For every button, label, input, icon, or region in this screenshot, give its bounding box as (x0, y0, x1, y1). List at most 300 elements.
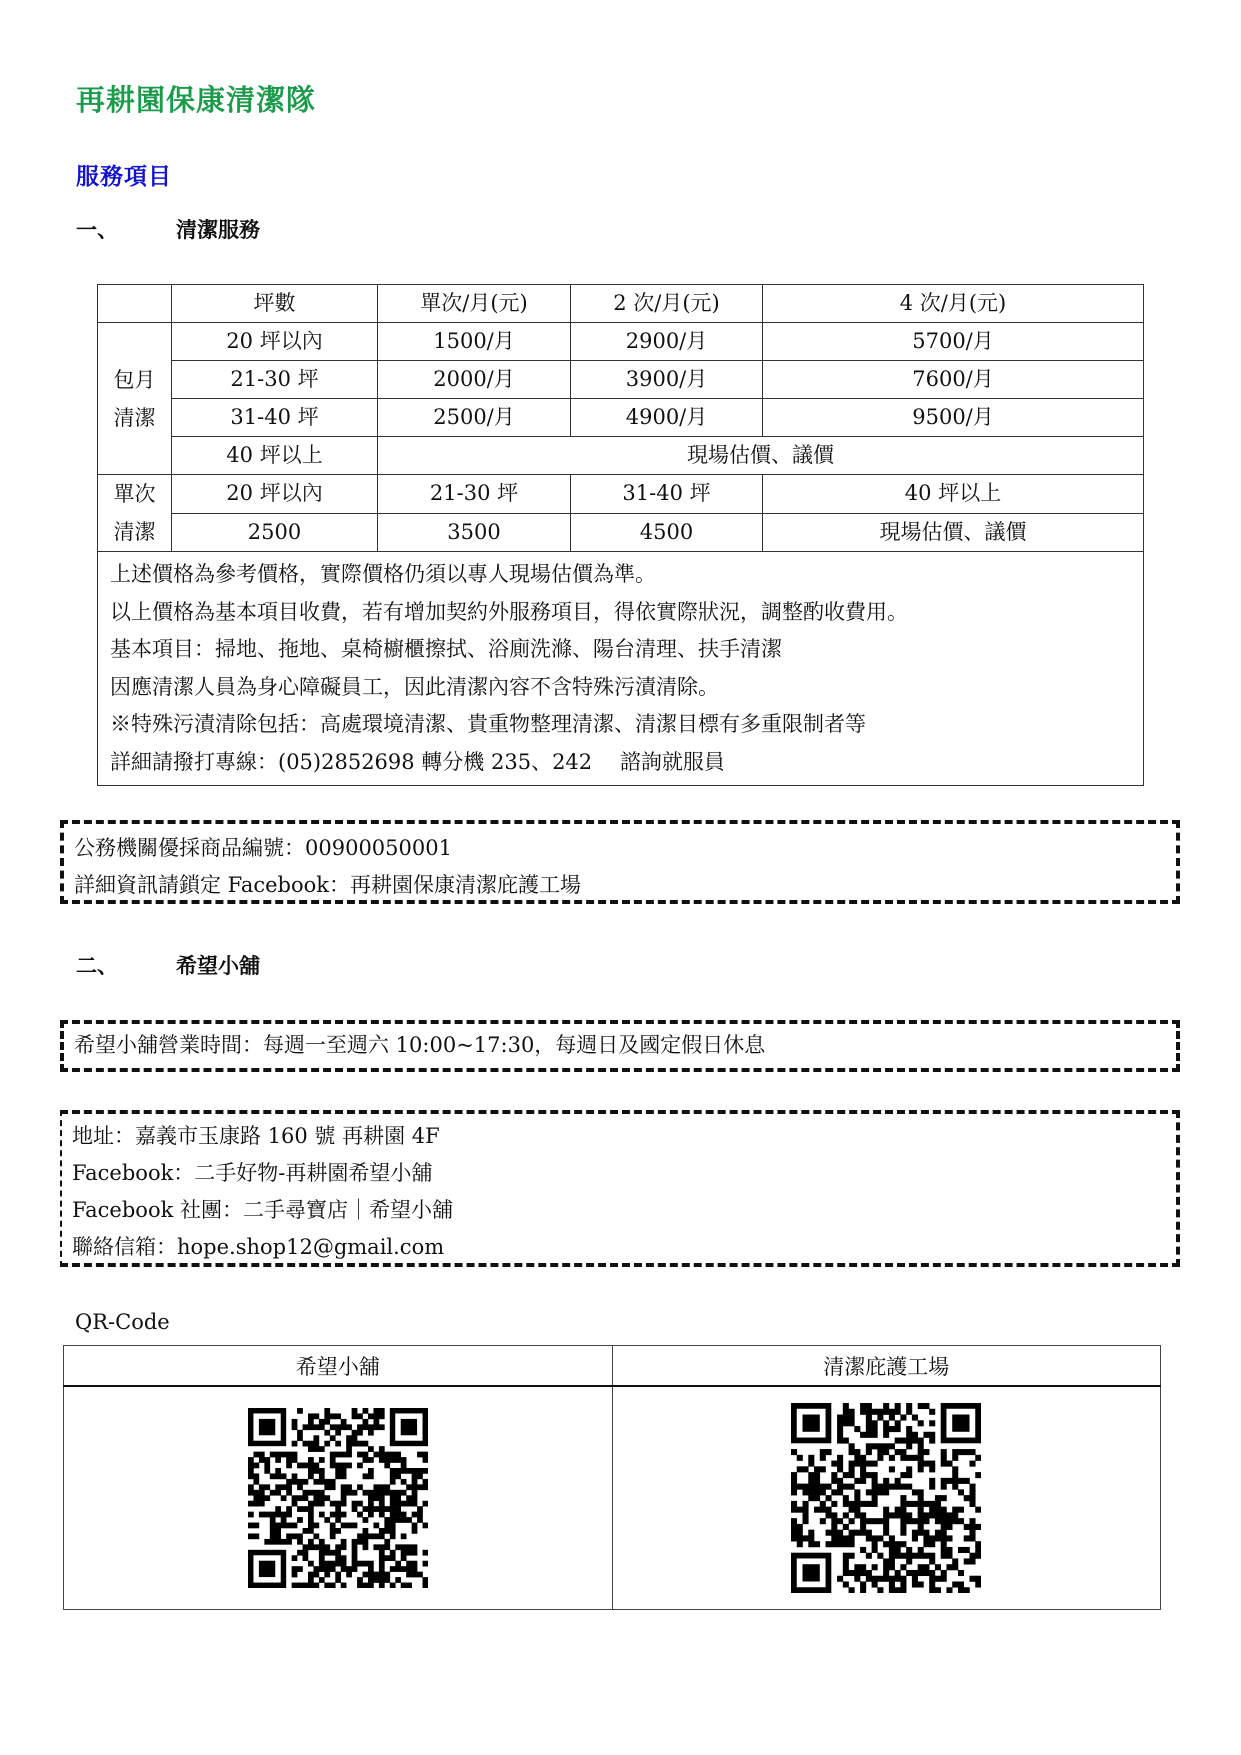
qr-module (906, 1472, 912, 1478)
qr-module (832, 1524, 838, 1530)
qr-module (335, 1452, 341, 1458)
qr-module (384, 1523, 390, 1529)
qr-module (883, 1564, 889, 1570)
qr-module (362, 1528, 368, 1534)
qr-module (379, 1512, 385, 1518)
qr-module (313, 1435, 319, 1441)
qr-module (330, 1501, 336, 1507)
qr-module (330, 1452, 336, 1458)
qr-module (346, 1566, 352, 1572)
table-row (98, 475, 1144, 514)
qr-module (883, 1524, 889, 1530)
qr-module (935, 1587, 941, 1593)
qr-module (878, 1535, 884, 1541)
qr-module (860, 1530, 866, 1536)
qr-module (855, 1455, 861, 1461)
qr-module (330, 1583, 336, 1588)
qr-module (889, 1512, 895, 1518)
qr-module (357, 1424, 363, 1430)
qr-module (878, 1409, 884, 1415)
qr-module (855, 1478, 861, 1484)
qr-module (878, 1576, 884, 1582)
qr-module (395, 1577, 401, 1583)
qr-module (970, 1461, 976, 1467)
qr-module (918, 1524, 924, 1530)
qr-module (411, 1490, 417, 1496)
label-line: 包月 (113, 367, 156, 392)
qr-module (929, 1541, 935, 1547)
qr-module (929, 1570, 935, 1576)
qr-module (411, 1544, 417, 1550)
qr-module (259, 1452, 265, 1458)
qr-module (248, 1490, 254, 1496)
qr-module (837, 1432, 843, 1438)
qr-module (346, 1463, 352, 1469)
qr-module (860, 1518, 866, 1524)
qr-module (324, 1441, 330, 1447)
qr-module (883, 1449, 889, 1455)
qr-module (941, 1530, 947, 1536)
qr-module (906, 1553, 912, 1559)
qr-module (373, 1452, 379, 1458)
qr-module (319, 1512, 325, 1518)
qr-module (308, 1517, 314, 1523)
qr-module (809, 1489, 815, 1495)
qr-module (935, 1495, 941, 1501)
qr-module (411, 1512, 417, 1518)
qr-module (406, 1583, 412, 1588)
qr-module (379, 1408, 385, 1414)
qr-module (330, 1523, 336, 1529)
qr-module (906, 1438, 912, 1444)
qr-module (357, 1512, 363, 1518)
qr-module (883, 1420, 889, 1426)
qr-module (400, 1512, 406, 1518)
qr-module (395, 1512, 401, 1518)
qr-module (832, 1535, 838, 1541)
qr-module (411, 1495, 417, 1501)
qr-module (248, 1523, 254, 1529)
qr-module (340, 1566, 346, 1572)
qr-module (975, 1541, 981, 1547)
qr-module (883, 1489, 889, 1495)
qr-module (918, 1547, 924, 1553)
qr-module (390, 1490, 396, 1496)
column-header: 4 次/月(元) (763, 285, 1144, 323)
qr-module (340, 1419, 346, 1425)
qr-module (918, 1443, 924, 1449)
qr-module (901, 1438, 907, 1444)
qr-module (362, 1419, 368, 1425)
qr-module (849, 1553, 855, 1559)
qr-module (319, 1555, 325, 1561)
qr-module (351, 1501, 357, 1507)
qr-module (291, 1479, 297, 1485)
qr-module (958, 1547, 964, 1553)
qr-module (319, 1468, 325, 1474)
table-row (98, 513, 1144, 552)
qr-module (324, 1572, 330, 1578)
qr-module (248, 1463, 254, 1469)
qr-module (809, 1495, 815, 1501)
qr-module (264, 1468, 270, 1474)
qr-module (803, 1466, 809, 1472)
qr-module (335, 1550, 341, 1556)
qr-module (264, 1457, 270, 1463)
qr-module (878, 1489, 884, 1495)
qr-module (319, 1473, 325, 1479)
qr-module (912, 1570, 918, 1576)
qr-module (843, 1495, 849, 1501)
qr-module (379, 1533, 385, 1539)
qr-module (809, 1455, 815, 1461)
qr-module (855, 1449, 861, 1455)
qr-module (362, 1544, 368, 1550)
services-heading: 服務項目 (76, 164, 172, 190)
qr-module (313, 1544, 319, 1550)
qr-module (929, 1501, 935, 1507)
qr-module (286, 1533, 292, 1539)
qr-module (952, 1478, 958, 1484)
qr-module (291, 1419, 297, 1425)
qr-module (866, 1553, 872, 1559)
qr-module (324, 1479, 330, 1485)
qr-module (313, 1495, 319, 1501)
page-title: 再耕園保康清潔隊 (76, 83, 317, 117)
qr-module (319, 1419, 325, 1425)
qr-module (411, 1468, 417, 1474)
qr-module (975, 1576, 981, 1582)
qr-module (390, 1506, 396, 1512)
qr-module (837, 1530, 843, 1536)
qr-module (837, 1426, 843, 1432)
qr-module (883, 1403, 889, 1409)
qr-module (809, 1484, 815, 1490)
qr-module (286, 1457, 292, 1463)
qr-module (947, 1478, 953, 1484)
qr-module (814, 1489, 820, 1495)
qr-module (791, 1530, 797, 1536)
qr-module (335, 1501, 341, 1507)
qr-module (918, 1512, 924, 1518)
qr-module (297, 1583, 303, 1588)
qr-module (346, 1484, 352, 1490)
qr-module (422, 1452, 427, 1458)
qr-module (947, 1547, 953, 1553)
qr-module (313, 1490, 319, 1496)
qr-header-row (64, 1346, 1161, 1387)
qr-module (362, 1457, 368, 1463)
qr-module (901, 1495, 907, 1501)
qr-module (837, 1461, 843, 1467)
qr-module (883, 1443, 889, 1449)
qr-module (872, 1432, 878, 1438)
qr-module (906, 1455, 912, 1461)
qr-module (872, 1535, 878, 1541)
qr-module (275, 1523, 281, 1529)
monthly-cleaning-label (98, 323, 172, 475)
qr-module (941, 1547, 947, 1553)
qr-module (411, 1550, 417, 1556)
qr-module (335, 1561, 341, 1567)
qr-module (895, 1570, 901, 1576)
qr-module (883, 1432, 889, 1438)
table-cell: 7600/月 (763, 361, 1144, 399)
qr-module (417, 1473, 423, 1479)
qr-module (302, 1479, 308, 1485)
qr-module (924, 1501, 930, 1507)
qr-module (357, 1463, 363, 1469)
qr-module (351, 1408, 357, 1414)
qr-module (826, 1530, 832, 1536)
table-cell: 9500/月 (763, 399, 1144, 437)
qr-module (872, 1443, 878, 1449)
qr-module (901, 1415, 907, 1421)
qr-module (889, 1576, 895, 1582)
qr-module (872, 1501, 878, 1507)
qr-module (912, 1438, 918, 1444)
qr-module (958, 1518, 964, 1524)
column-header: 坪數 (172, 285, 378, 323)
qr-module (291, 1583, 297, 1588)
qr-module (253, 1523, 259, 1529)
qr-module (319, 1457, 325, 1463)
qr-module (346, 1435, 352, 1441)
qr-module (929, 1581, 935, 1587)
qr-module (384, 1544, 390, 1550)
qr-module (832, 1472, 838, 1478)
qr-module (286, 1463, 292, 1469)
qr-module (843, 1484, 849, 1490)
qr-module (275, 1473, 281, 1479)
qr-module (820, 1501, 826, 1507)
qr-module (849, 1507, 855, 1513)
qr-module (791, 1484, 797, 1490)
qr-module (335, 1441, 341, 1447)
qr-module (837, 1478, 843, 1484)
qr-module (906, 1547, 912, 1553)
qr-module (889, 1426, 895, 1432)
address: 地址：嘉義市玉康路 160 號 再耕園 4F (72, 1124, 440, 1148)
qr-module (417, 1484, 423, 1490)
qr-module (259, 1501, 265, 1507)
table-cell: 5700/月 (763, 323, 1144, 361)
qr-module (384, 1555, 390, 1561)
qr-module (340, 1512, 346, 1518)
qr-module (351, 1441, 357, 1447)
qr-module (935, 1576, 941, 1582)
qr-module (929, 1512, 935, 1518)
qr-module (872, 1547, 878, 1553)
qr-module (384, 1572, 390, 1578)
qr-code-icon[interactable] (248, 1408, 428, 1588)
qr-module (335, 1517, 341, 1523)
qr-module (797, 1507, 803, 1513)
qr-module (866, 1530, 872, 1536)
column-header: 單次/月(元) (378, 285, 571, 323)
qr-module (803, 1535, 809, 1541)
qr-module (406, 1484, 412, 1490)
qr-module (791, 1518, 797, 1524)
qr-module (941, 1518, 947, 1524)
qr-module (837, 1420, 843, 1426)
qr-module (351, 1555, 357, 1561)
qr-module (395, 1566, 401, 1572)
qr-module (362, 1452, 368, 1458)
qr-module (297, 1566, 303, 1572)
qr-module (837, 1535, 843, 1541)
qr-module (860, 1466, 866, 1472)
qr-module (297, 1517, 303, 1523)
qr-module (889, 1553, 895, 1559)
qr-module (872, 1576, 878, 1582)
qr-module (340, 1424, 346, 1430)
qr-module (335, 1473, 341, 1479)
qr-module (855, 1512, 861, 1518)
qr-module (878, 1484, 884, 1490)
qr-module (384, 1457, 390, 1463)
qr-module (302, 1506, 308, 1512)
qr-module (866, 1501, 872, 1507)
qr-module (803, 1512, 809, 1518)
qr-module (935, 1512, 941, 1518)
qr-module (346, 1572, 352, 1578)
qr-module (308, 1528, 314, 1534)
qr-module (941, 1449, 947, 1455)
qr-module (878, 1587, 884, 1593)
qr-module (395, 1495, 401, 1501)
qr-module (379, 1583, 385, 1588)
qr-module (872, 1478, 878, 1484)
qr-module (275, 1539, 281, 1545)
qr-module (411, 1501, 417, 1507)
table-cell: 1500/月 (378, 323, 571, 361)
qr-module (929, 1432, 935, 1438)
qr-module (866, 1432, 872, 1438)
qr-module (866, 1472, 872, 1478)
qr-module (324, 1419, 330, 1425)
qr-module (872, 1420, 878, 1426)
qr-module (924, 1564, 930, 1570)
qr-module (912, 1530, 918, 1536)
qr-module (253, 1452, 259, 1458)
qr-module (803, 1518, 809, 1524)
qr-module (895, 1484, 901, 1490)
qr-module (302, 1490, 308, 1496)
qr-module (814, 1495, 820, 1501)
qr-module (935, 1501, 941, 1507)
qr-module (924, 1530, 930, 1536)
qr-module (855, 1507, 861, 1513)
qr-module (889, 1415, 895, 1421)
qr-module (941, 1535, 947, 1541)
qr-module (368, 1506, 374, 1512)
qr-module (843, 1438, 849, 1444)
qr-module (970, 1449, 976, 1455)
qr-module (253, 1495, 259, 1501)
qr-module (791, 1507, 797, 1513)
qr-module (291, 1555, 297, 1561)
qr-module (319, 1424, 325, 1430)
qr-module (248, 1473, 254, 1479)
qr-module (849, 1472, 855, 1478)
qr-module (324, 1566, 330, 1572)
table-cell: 21-30 坪 (172, 361, 378, 399)
qr-finder-pattern (794, 1406, 829, 1441)
table-cell: 現場估價、議價 (763, 513, 1144, 552)
qr-module (952, 1581, 958, 1587)
qr-module (351, 1490, 357, 1496)
qr-code-icon[interactable] (791, 1403, 981, 1593)
qr-module (935, 1530, 941, 1536)
qr-module (308, 1419, 314, 1425)
qr-module (929, 1461, 935, 1467)
qr-module (368, 1561, 374, 1567)
qr-module (291, 1566, 297, 1572)
qr-module (259, 1457, 265, 1463)
section-title: 清潔服務 (176, 218, 260, 242)
qr-module (313, 1583, 319, 1588)
qr-module (330, 1561, 336, 1567)
qr-module (253, 1490, 259, 1496)
qr-module (975, 1553, 981, 1559)
qr-module (889, 1455, 895, 1461)
qr-module (901, 1484, 907, 1490)
qr-module (872, 1409, 878, 1415)
qr-module (313, 1441, 319, 1447)
qr-module (929, 1576, 935, 1582)
qr-module (340, 1583, 346, 1588)
qr-module (941, 1570, 947, 1576)
qr-module (866, 1409, 872, 1415)
qr-module (941, 1524, 947, 1530)
qr-module (368, 1533, 374, 1539)
qr-module (820, 1466, 826, 1472)
qr-module (406, 1495, 412, 1501)
qr-module (912, 1455, 918, 1461)
qr-module (878, 1518, 884, 1524)
note-line: 以上價格為基本項目收費，若有增加契約外服務項目，得依實際狀況，調整酌收費用。 (110, 599, 908, 624)
qr-module (826, 1449, 832, 1455)
qr-module (883, 1558, 889, 1564)
qr-module (918, 1489, 924, 1495)
qr-module (362, 1441, 368, 1447)
qr-module (901, 1541, 907, 1547)
qr-module (319, 1550, 325, 1556)
qr-module (275, 1490, 281, 1496)
qr-module (975, 1507, 981, 1513)
qr-module (797, 1484, 803, 1490)
qr-module (395, 1561, 401, 1567)
qr-module (417, 1506, 423, 1512)
qr-module (964, 1535, 970, 1541)
qr-module (297, 1430, 303, 1436)
qr-module (379, 1495, 385, 1501)
qr-module (264, 1495, 270, 1501)
qr-module (809, 1472, 815, 1478)
qr-module (400, 1517, 406, 1523)
qr-module (313, 1463, 319, 1469)
qr-module (351, 1430, 357, 1436)
qr-module (362, 1490, 368, 1496)
qr-module (362, 1533, 368, 1539)
section-shop-heading (76, 950, 260, 980)
qr-module (843, 1501, 849, 1507)
qr-module (330, 1413, 336, 1419)
qr-module (849, 1466, 855, 1472)
qr-module (324, 1495, 330, 1501)
qr-module (895, 1587, 901, 1593)
